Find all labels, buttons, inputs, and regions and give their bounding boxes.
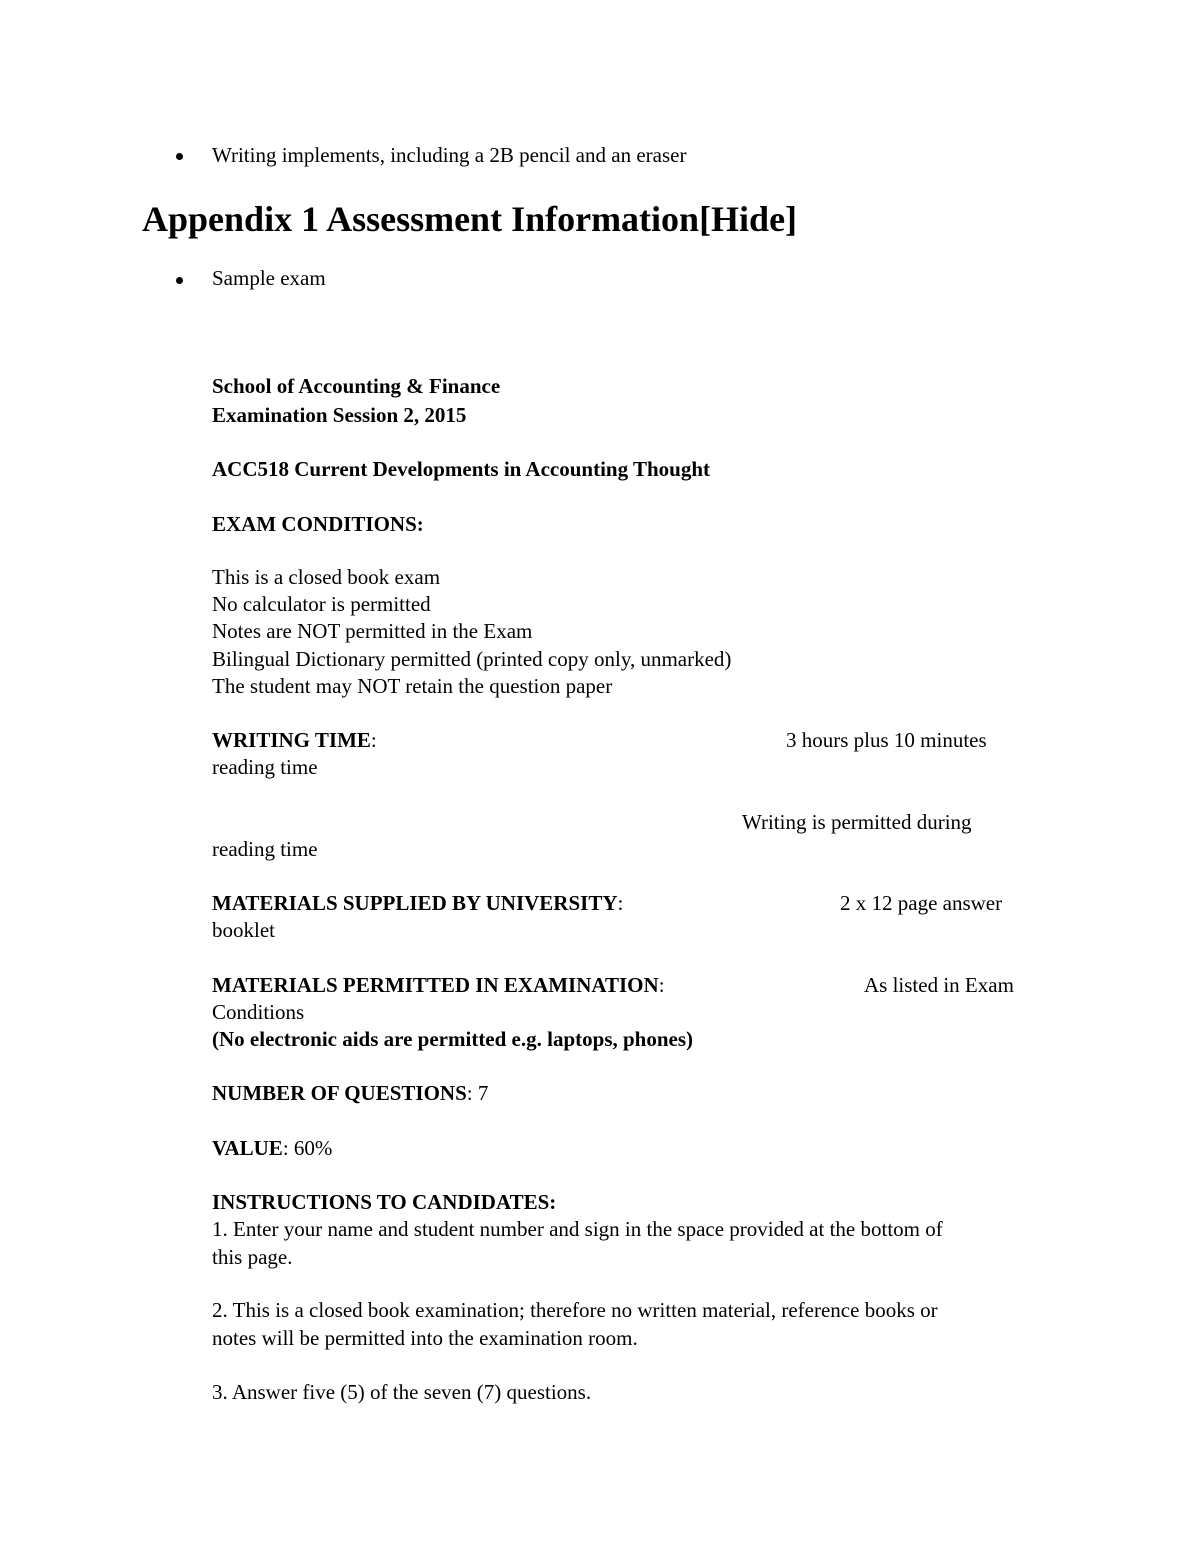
instruction-line: 1. Enter your name and student number and sign in the space provided at the bottom of — [212, 1217, 943, 1241]
materials-permitted-wrap: Conditions — [212, 1000, 305, 1024]
materials-supplied-wrap: booklet — [212, 918, 275, 942]
condition-item: Notes are NOT permitted in the Exam — [212, 619, 533, 643]
writing-time-wrap: reading time — [212, 755, 318, 779]
instruction-line: this page. — [212, 1245, 293, 1269]
writing-time-row: WRITING TIME: — [212, 728, 377, 752]
appendix-heading: Appendix 1 Assessment Information[Hide] — [142, 199, 798, 239]
course-title: ACC518 Current Developments in Accounting Thought — [212, 457, 711, 481]
materials-supplied-value: 2 x 12 page answer — [840, 891, 1003, 915]
exam-value: VALUE: 60% — [212, 1136, 333, 1160]
materials-supplied-row: MATERIALS SUPPLIED BY UNIVERSITY: — [212, 891, 624, 915]
instructions-heading: INSTRUCTIONS TO CANDIDATES: — [212, 1190, 557, 1214]
instruction-line: 3. Answer five (5) of the seven (7) questions. — [212, 1380, 592, 1404]
condition-item: Bilingual Dictionary permitted (printed copy only, unmarked) — [212, 647, 732, 671]
school-name: School of Accounting & Finance — [212, 374, 501, 398]
condition-item: This is a closed book exam — [212, 565, 441, 589]
list-item: Sample exam — [212, 266, 326, 290]
bullet-dot — [176, 277, 183, 284]
num-questions-value: 7 — [477, 1081, 489, 1105]
bullet-dot — [176, 153, 183, 160]
num-questions-label: NUMBER OF QUESTIONS — [212, 1081, 467, 1105]
number-of-questions: NUMBER OF QUESTIONS: 7 — [212, 1081, 489, 1105]
materials-supplied-label: MATERIALS SUPPLIED BY UNIVERSITY — [212, 891, 618, 915]
instruction-line: notes will be permitted into the examination room. — [212, 1326, 638, 1350]
instruction-line: 2. This is a closed book examination; therefore no written material, reference books or — [212, 1298, 938, 1322]
list-item: Writing implements, including a 2B pencil and an eraser — [212, 143, 687, 167]
materials-permitted-label: MATERIALS PERMITTED IN EXAMINATION — [212, 973, 659, 997]
materials-permitted-row: MATERIALS PERMITTED IN EXAMINATION: — [212, 973, 665, 997]
value-label: VALUE — [212, 1136, 283, 1160]
no-electronic-aids: (No electronic aids are permitted e.g. laptops, phones) — [212, 1027, 694, 1051]
exam-session: Examination Session 2, 2015 — [212, 403, 467, 427]
writing-time-value: 3 hours plus 10 minutes — [786, 728, 987, 752]
writing-note: Writing is permitted during — [742, 810, 972, 834]
writing-note-wrap: reading time — [212, 837, 318, 861]
materials-permitted-value: As listed in Exam — [864, 973, 1014, 997]
conditions-heading: EXAM CONDITIONS: — [212, 512, 424, 536]
condition-item: No calculator is permitted — [212, 592, 431, 616]
value-value: 60% — [293, 1136, 333, 1160]
condition-item: The student may NOT retain the question paper — [212, 674, 613, 698]
writing-time-label: WRITING TIME — [212, 728, 371, 752]
